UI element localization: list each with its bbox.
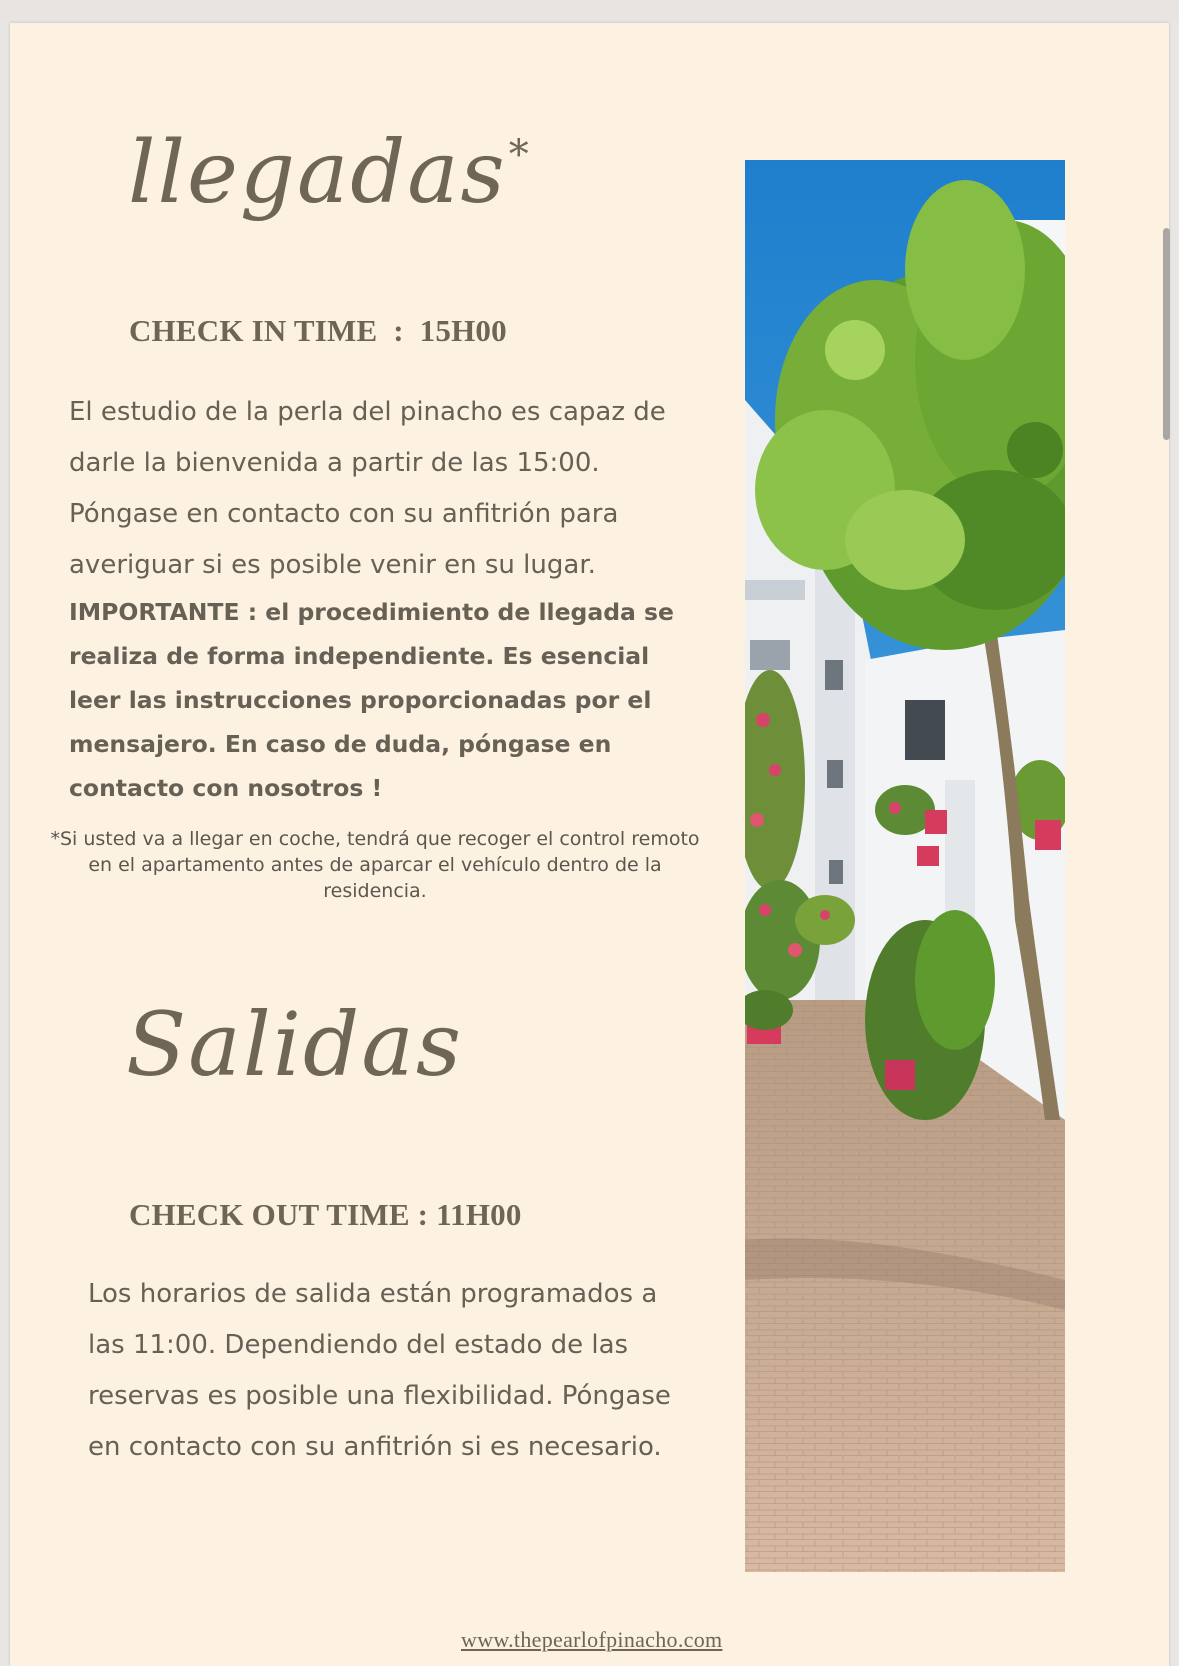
arrivals-title-text: llegadas <box>128 123 507 223</box>
website-link[interactable]: www.thepearlofpinacho.com <box>461 1627 723 1652</box>
scrollbar[interactable] <box>1163 228 1170 440</box>
check-in-time: CHECK IN TIME : 15H00 <box>129 313 507 348</box>
important-text: : el procedimiento de llegada se realiza de forma independiente. Es esencial leer las instrucciones proporcionadas por el mensajero. En caso de duda, póngase en contacto con nosotros ! <box>69 598 674 802</box>
important-notice <box>69 590 689 810</box>
document-page <box>10 23 1169 1666</box>
car-note: *Si usted va a llegar en coche, tendrá que recoger el control remoto en el apartamento antes de aparcar el vehículo dentro de la residencia. <box>50 828 700 902</box>
departures-title: Salidas <box>126 993 463 1096</box>
departure-paragraph: Los horarios de salida están programados a las 11:00. Dependiendo del estado de las reservas es posible una flexibilidad. Póngase en contacto con su anfitrión si es necesario. <box>88 1279 671 1462</box>
top-bar <box>0 0 1179 22</box>
street-photo-illustration <box>745 160 1065 1572</box>
arrival-paragraph: El estudio de la perla del pinacho es capaz de darle la bienvenida a partir de las 15:00. Póngase en contacto con su anfitrión para averiguar si es posible venir en su lugar. <box>69 397 666 580</box>
arrivals-title-asterisk: * <box>508 132 531 178</box>
arrivals-title <box>128 123 531 223</box>
street-photo <box>745 160 1065 1572</box>
important-label: IMPORTANTE <box>69 598 240 626</box>
check-out-time: CHECK OUT TIME : 11H00 <box>129 1197 522 1232</box>
